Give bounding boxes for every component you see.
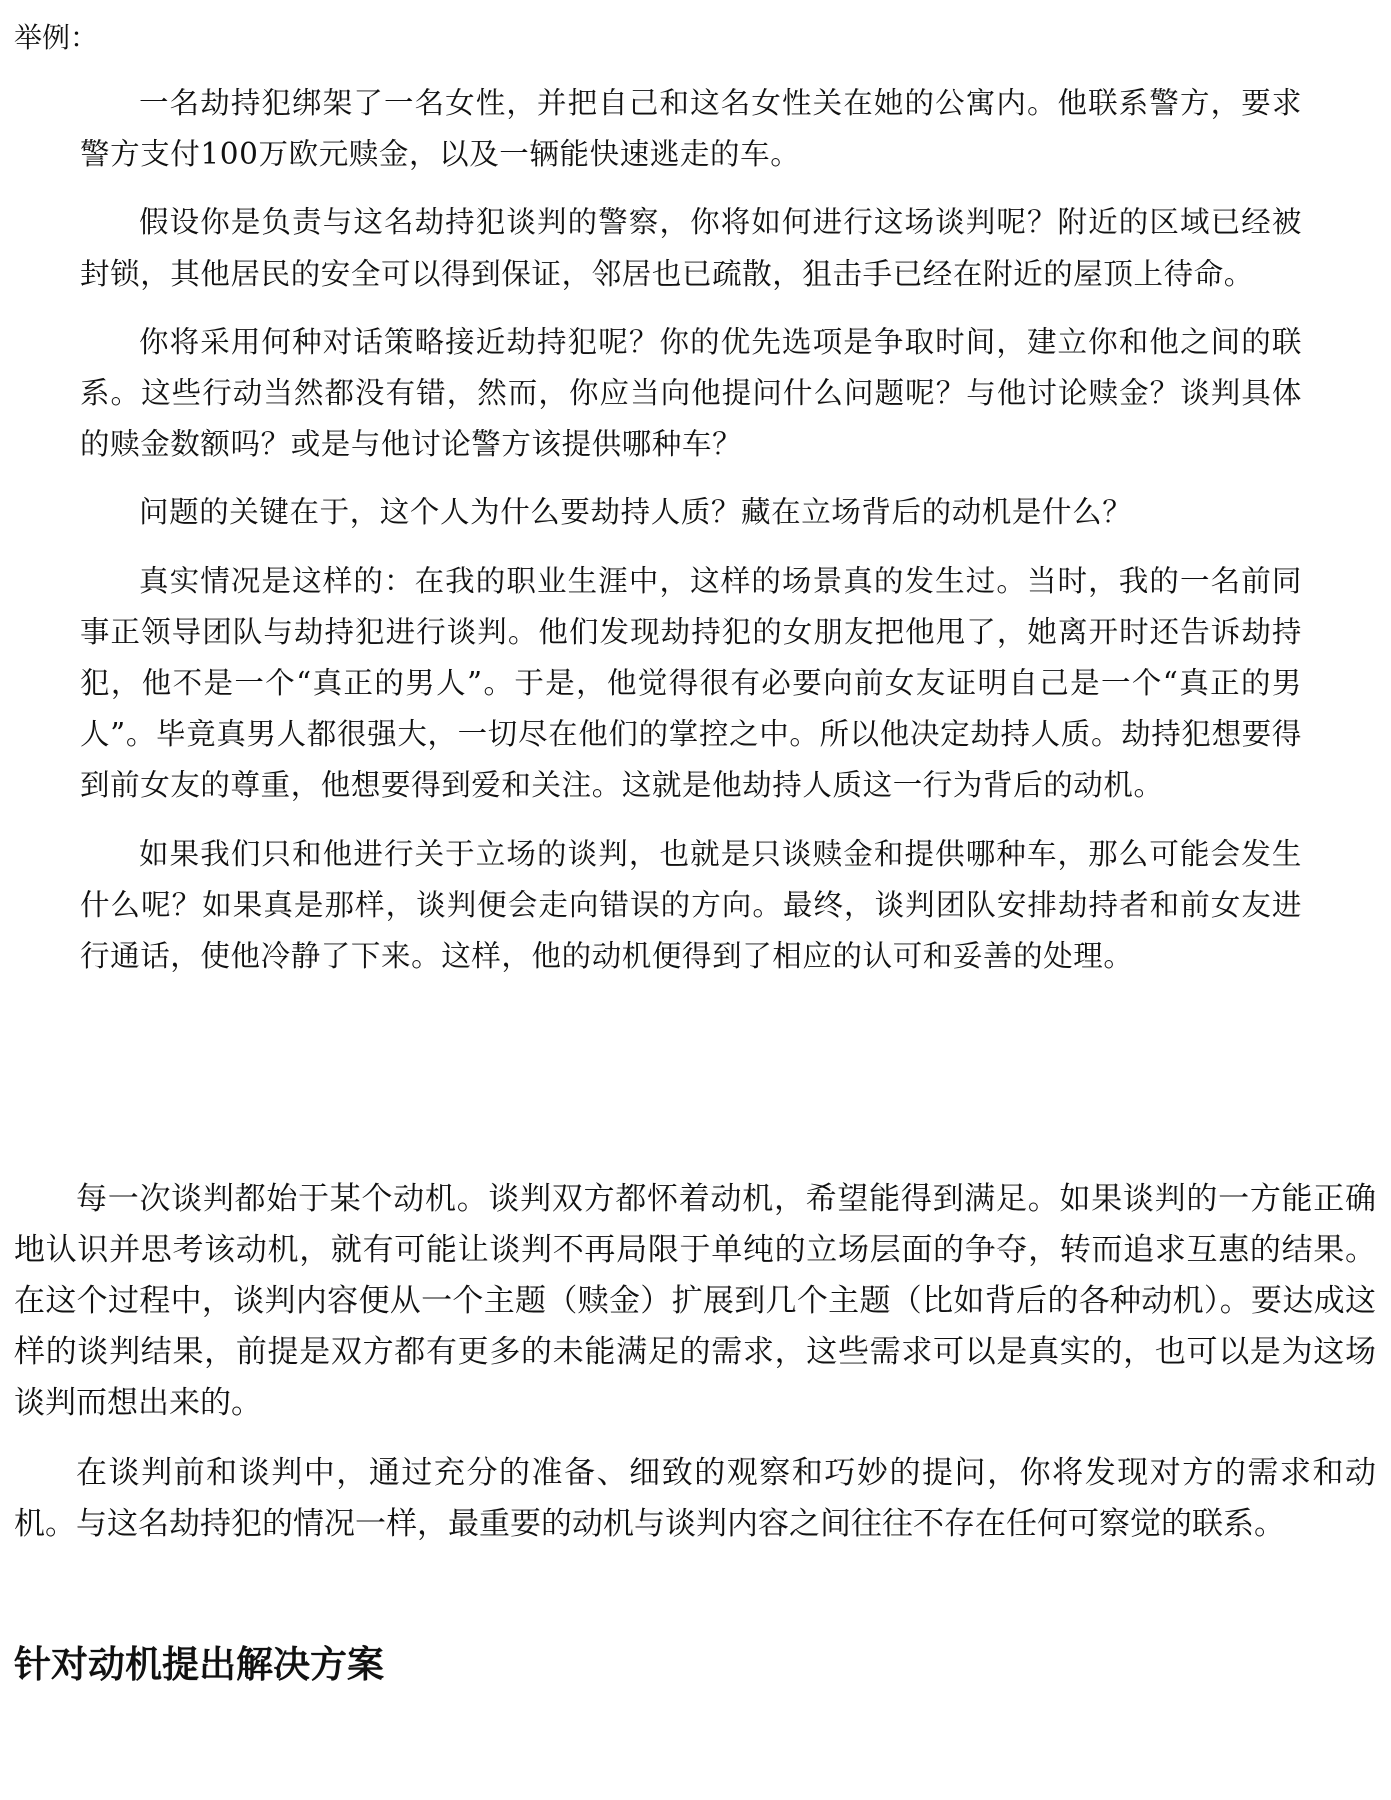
body-paragraph: 每一次谈判都始于某个动机。谈判双方都怀着动机，希望能得到满足。如果谈判的一方能正确地认识并思考该动机，就有可能让谈判不再局限于单纯的立场层面的争夺，转而追求互惠的结果。在这个过程中，谈判内容便从一个主题（赎金）扩展到几个主题（比如背后的各种动机）。要达成这样的谈判结果，前提是双方都有更多的未能满足的需求，这些需求可以是真实的，也可以是为这场谈判而想出来的。 [14, 1181, 1376, 1421]
example-label: 举例： [14, 21, 99, 54]
body-paragraph: 在谈判前和谈判中，通过充分的准备、细致的观察和巧妙的提问，你将发现对方的需求和动机。与这名劫持犯的情况一样，最重要的动机与谈判内容之间往往不存在任何可察觉的联系。 [14, 1455, 1376, 1542]
example-paragraph: 一名劫持犯绑架了一名女性，并把自己和这名女性关在她的公寓内。他联系警方，要求警方支付100万欧元赎金，以及一辆能快速逃走的车。 [80, 86, 1302, 172]
example-paragraph: 问题的关键在于，这个人为什么要劫持人质？藏在立场背后的动机是什么？ [139, 495, 1133, 530]
body-text [14, 1174, 1376, 1569]
example-paragraph: 如果我们只和他进行关于立场的谈判，也就是只谈赎金和提供哪种车，那么可能会发生什么呢？如果真是那样，谈判便会走向错误的方向。最终，谈判团队安排劫持者和前女友进行通话，使他冷静了下来。这样，他的动机便得到了相应的认可和妥善的处理。 [80, 836, 1302, 974]
example-paragraph: 真实情况是这样的：在我的职业生涯中，这样的场景真的发生过。当时，我的一名前同事正领导团队与劫持犯进行谈判。他们发现劫持犯的女朋友把他甩了，她离开时还告诉劫持犯，他不是一个“真正的男人”。于是，他觉得很有必要向前女友证明自己是一个“真正的男人”。毕竟真男人都很强大，一切尽在他们的掌控之中。所以他决定劫持人质。劫持犯想要得到前女友的尊重，他想要得到爱和关注。这就是他劫持人质这一行为背后的动机。 [80, 563, 1302, 803]
example-paragraph: 假设你是负责与这名劫持犯谈判的警察，你将如何进行这场谈判呢？附近的区域已经被封锁，其他居民的安全可以得到保证，邻居也已疏散，狙击手已经在附近的屋顶上待命。 [80, 205, 1302, 291]
section-heading: 针对动机提出解决方案 [14, 1643, 384, 1686]
example-block [80, 78, 1302, 999]
example-paragraph: 你将采用何种对话策略接近劫持犯呢？你的优先选项是争取时间，建立你和他之间的联系。这些行动当然都没有错，然而，你应当向他提问什么问题呢？与他讨论赎金？谈判具体的赎金数额吗？或是与他讨论警方该提供哪种车？ [80, 324, 1302, 462]
